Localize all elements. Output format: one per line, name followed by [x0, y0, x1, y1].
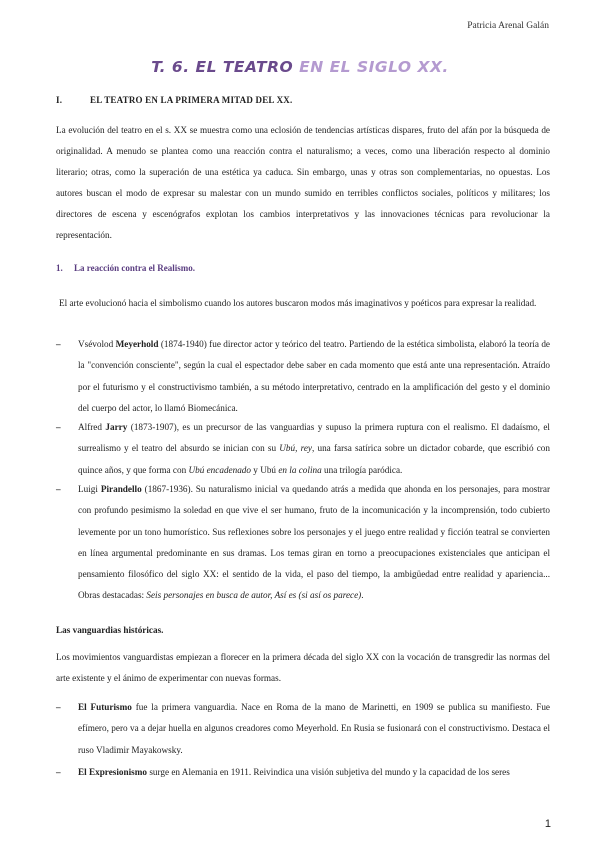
author-prefix: Luigi [78, 484, 101, 494]
subsection-title: La reacción contra el Realismo. [74, 263, 196, 273]
movement-name: El Futurismo [78, 702, 132, 712]
author-name-meyerhold: Meyerhold [115, 339, 159, 349]
bullet-dash: – [56, 339, 61, 349]
bullet-dash: – [56, 767, 61, 777]
list-item-expresionismo [56, 762, 550, 783]
author-name-pirandello: Pirandello [100, 484, 142, 494]
author-text: y Ubú [251, 464, 279, 475]
work-title: Ubú, rey [279, 443, 312, 454]
realism-intro-paragraph: El arte evolucionó hacia el simbolismo cuando los autores buscaron modos más imaginativos y poéticos para expresar la realidad. [59, 298, 537, 308]
work-title: Ubú encadenado [188, 464, 251, 475]
list-item-futurismo [56, 697, 550, 761]
movement-text: fue la primera vanguardia. Nace en Roma de la mano de Marinetti, en 1909 se publica su manifiesto. Fue efímero, pero va a dejar huella en algunos creadores como Meyerhold. En Rusia se fusionará con el constructivismo. Destaca el ruso Vladimir Mayakowsky. [78, 702, 551, 755]
page-number: 1 [544, 818, 551, 830]
movement-name: El Expresionismo [78, 767, 148, 777]
bullet-dash: – [56, 702, 61, 712]
work-title: Seis personajes en busca de autor, Así es (si así os parece) [146, 590, 362, 601]
author-text: (1873-1907), es un precursor de las vanguardias y supuso la primera ruptura con el realismo. El dadaísmo, el surrealismo y el teatro del absurdo se inician con su [78, 422, 550, 454]
author-text: , una farsa satírica sobre un dictador cobarde, que escribió con quince años, y que forma con [78, 443, 550, 475]
work-title: en la colina [278, 464, 322, 475]
subsection-number: 1. [56, 263, 63, 273]
list-item-meyerhold [56, 334, 550, 419]
list-item-jarry [56, 417, 550, 481]
section-heading [56, 95, 292, 105]
section-title: EL TEATRO EN LA PRIMERA MITAD DEL XX. [90, 95, 293, 105]
author-text: una trilogía paródica. [321, 464, 403, 475]
author-text: (1867-1936). Su naturalismo inicial va quedando atrás a medida que ahonda en los personajes, para mostrar con profundo pesimismo la soledad en que vive el ser humano, fruto de la incomunicación y la incomprensión, todo cubierto levemente por un tono humorístico. Sus reflexiones sobre los personajes y el juego entre realidad y ficción teatral se convierten en línea argumental predominante en sus dramas. Los temas giran en torno a preocupaciones existenciales que anticipan el pensamiento filosófico del siglo XX: el sentido de la vida, el paso del tiempo, la ambigüedad entre realidad y apariencia... Obras destacadas: [78, 484, 551, 601]
title-rest: EN EL SIGLO XX. [299, 58, 449, 76]
page-title [0, 58, 600, 76]
author-name: Patricia Arenal Galán [467, 21, 549, 31]
movement-text: surge en Alemania en 1911. Reivindica una visión subjetiva del mundo y la capacidad de los seres [147, 767, 510, 777]
author-name-jarry: Jarry [105, 422, 128, 432]
intro-paragraph: La evolución del teatro en el s. XX se muestra como una eclosión de tendencias artísticas dispares, fruto del afán por la búsqueda de originalidad. A menudo se plantea como una reacción contra el naturalismo; a veces, como una liberación respecto al dominio literario; otras, como la superación de una estética ya caduca. Sin embargo, unas y otras son complementarias, no opuestas. Los autores buscan el modo de expresar su malestar con un mundo sumido en terribles conflictos sociales, políticos y militares; los directores de escena y escenógrafos explotan los cambios interpretativos y las innovaciones técnicas para revolucionar la representación. [56, 125, 550, 240]
author-text: . [361, 590, 364, 601]
vanguards-intro-paragraph: Los movimientos vanguardistas empiezan a florecer en la primera década del siglo XX con la vocación de transgredir las normas del arte existente y el ánimo de experimentar con nuevas formas. [56, 652, 550, 683]
list-item-pirandello [56, 479, 550, 607]
bullet-dash: – [56, 484, 61, 494]
subsection-heading [56, 263, 195, 273]
section-number: I. [56, 95, 63, 105]
title-main: T. 6. EL TEATRO [151, 58, 294, 76]
author-text: (1874-1940) fue director actor y teórico del teatro. Partiendo de la estética simbolista, elaboró la teoría de la "convención consciente", según la cual el espectador debe saber en cada momento que está ante una representación. Atraído por el futurismo y el constructivismo también, a su método interpretativo, centrado en la amplificación del gesto y el dominio del cuerpo del actor, lo llamó Biomecánica. [78, 339, 550, 413]
bullet-dash: – [56, 422, 61, 432]
author-prefix: Alfred [78, 422, 106, 432]
vanguards-heading: Las vanguardias históricas. [56, 625, 164, 635]
author-prefix: Vsévolod [78, 339, 116, 349]
